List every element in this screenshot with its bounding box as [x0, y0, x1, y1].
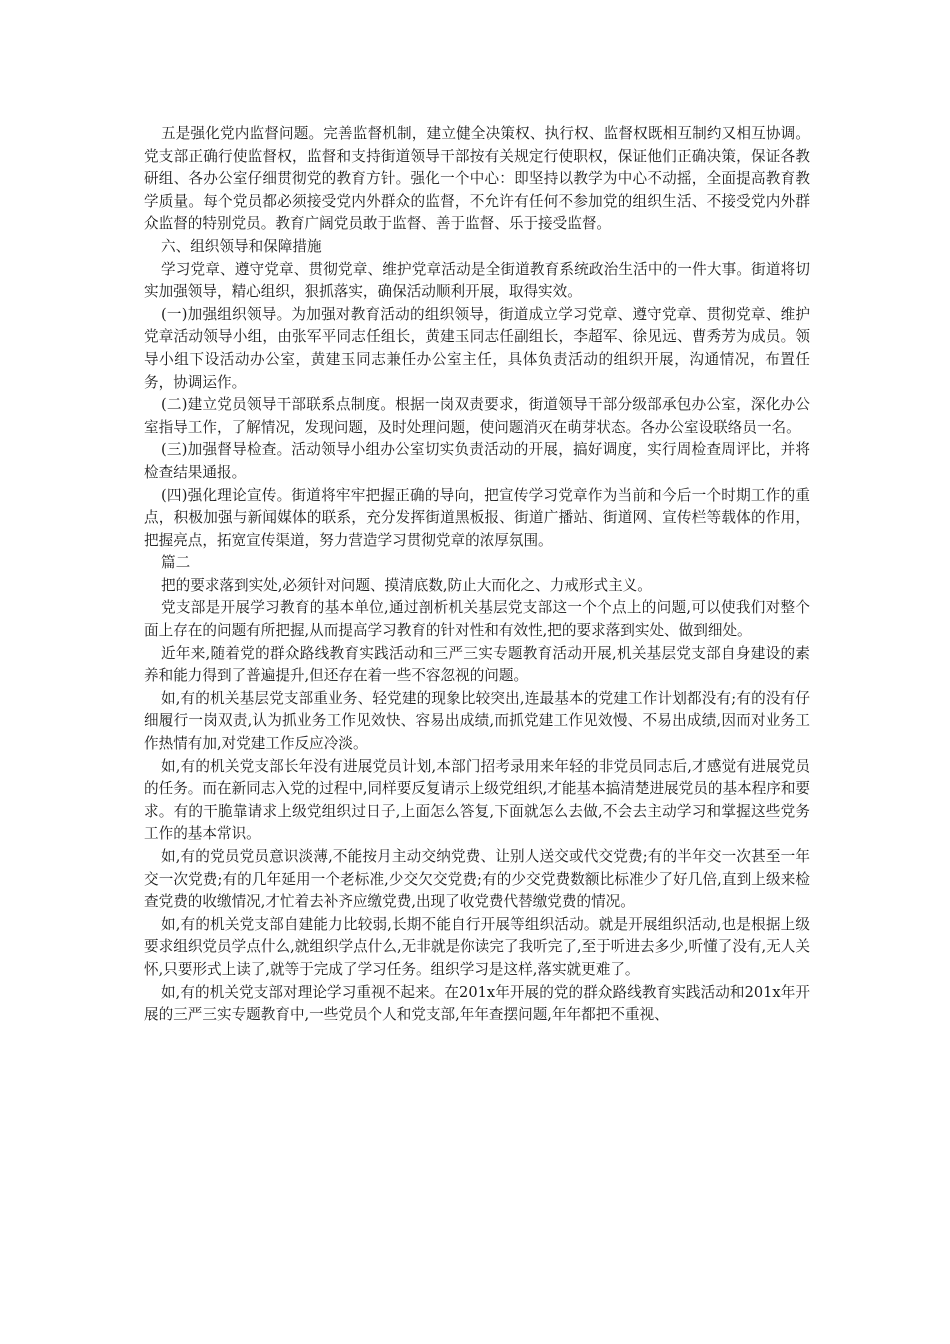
paragraph-example-theory-study: 如,有的机关党支部对理论学习重视不起来。在201x年开展的党的群众路线教育实践活动和201x年开展的三严三实专题教育中,一些党员个人和党支部,年年查摆问题,年年都把不重视、 [144, 983, 810, 1024]
section-heading-part-two: 篇二 [161, 554, 191, 572]
paragraph-party-constitution-activity: 学习党章、遵守党章、贯彻党章、维护党章活动是全街道教育系统政治生活中的一件大事。街道将切实加强领导，精心组织，狠抓落实，确保活动顺利开展，取得实效。 [144, 260, 810, 301]
section-heading-organization: 六、组织领导和保障措施 [161, 237, 322, 255]
paragraph-recent-years: 近年来,随着党的群众路线教育实践活动和三严三实专题教育活动开展,机关基层党支部自身建设的素养和能力得到了普遍提升,但还存在着一些不容忽视的问题。 [144, 644, 810, 685]
paragraph-publicity: (四)强化理论宣传。街道将牢牢把握正确的导向，把宣传学习党章作为当前和今后一个时期工作的重点，积极加强与新闻媒体的联系，充分发挥街道黑板报、街道广播站、街道网、宣传栏等载体的作用，把握亮点，拓宽宣传渠道，努力营造学习贯彻党章的浓厚氛围。 [144, 486, 810, 549]
paragraph-example-party-dues: 如,有的党员党员意识淡薄,不能按月主动交纳党费、让别人送交或代交党费;有的半年交一次甚至一年交一次党费;有的几年延用一个老标准,少交欠交党费;有的少交党费数额比标准少了好几倍,直到上级来检查党费的收缴情况,才忙着去补齐应缴党费,出现了收党费代替缴党费的情况。 [144, 848, 810, 911]
paragraph-contact-point-system: (二)建立党员领导干部联系点制度。根据一岗双责要求，街道领导干部分级部承包办公室，深化办公室指导工作，了解情况，发现问题，及时处理问题，使问题消灭在萌芽状态。各办公室设联络员一名。 [144, 396, 810, 436]
paragraph-implementation: 把的要求落到实处,必须针对问题、摸清底数,防止大而化之、力戒形式主义。 [161, 576, 652, 594]
paragraph-example-organization-activity: 如,有的机关党支部自建能力比较弱,长期不能自行开展等组织活动。就是开展组织活动,也是根据上级要求组织党员学点什么,就组织学点什么,无非就是你读完了我听完了,至于听进去多少,听懂了没有,无人关怀,只要形式上读了,就等于完成了学习任务。组织学习是这样,落实就更难了。 [144, 915, 810, 978]
document-body [144, 123, 810, 1027]
paragraph-leadership: (一)加强组织领导。为加强对教育活动的组织领导，街道成立学习党章、遵守党章、贯彻党章、维护党章活动领导小组，由张军平同志任组长，黄建玉同志任副组长，李超军、徐见远、曹秀芳为成员。领导小组下设活动办公室，黄建玉同志兼任办公室主任，具体负责活动的组织开展，沟通情况，布置任务，协调运作。 [144, 305, 810, 391]
paragraph-branch-unit: 党支部是开展学习教育的基本单位,通过剖析机关基层党支部这一个个点上的问题,可以使我们对整个面上存在的问题有所把握,从而提高学习教育的针对性和有效性,把的要求落到实处、做到细处。 [144, 599, 810, 640]
paragraph-inspection: (三)加强督导检查。活动领导小组办公室切实负责活动的开展，搞好调度，实行周检查周评比，并将检查结果通报。 [144, 441, 810, 481]
paragraph-supervision: 五是强化党内监督问题。完善监督机制，建立健全决策权、执行权、监督权既相互制约又相互协调。党支部正确行使监督权，监督和支持街道领导干部按有关规定行使职权，保证他们正确决策，保证各教研组、各办公室仔细贯彻党的教育方针。强化一个中心：即坚持以教学为中心不动摇，全面提高教育教学质量。每个党员都必须接受党内外群众的监督，不允许有任何不参加党的组织生活、不接受党内外群众监督的特别党员。教育广阔党员敢于监督、善于监督、乐于接受监督。 [144, 125, 810, 233]
paragraph-example-member-development: 如,有的机关党支部长年没有进展党员计划,本部门招考录用来年轻的非党员同志后,才感觉有进展党员的任务。而在新同志入党的过程中,同样要反复请示上级党组织,才能基本搞清楚进展党员的基本程序和要求。有的干脆靠请求上级党组织过日子,上面怎么答复,下面就怎么去做,不会去主动学习和掌握这些党务工作的基本常识。 [144, 757, 811, 843]
paragraph-example-business-over-party: 如,有的机关基层党支部重业务、轻党建的现象比较突出,连最基本的党建工作计划都没有;有的没有仔细履行一岗双责,认为抓业务工作见效快、容易出成绩,而抓党建工作见效慢、不易出成绩,因而对业务工作热情有加,对党建工作反应冷淡。 [144, 689, 810, 753]
